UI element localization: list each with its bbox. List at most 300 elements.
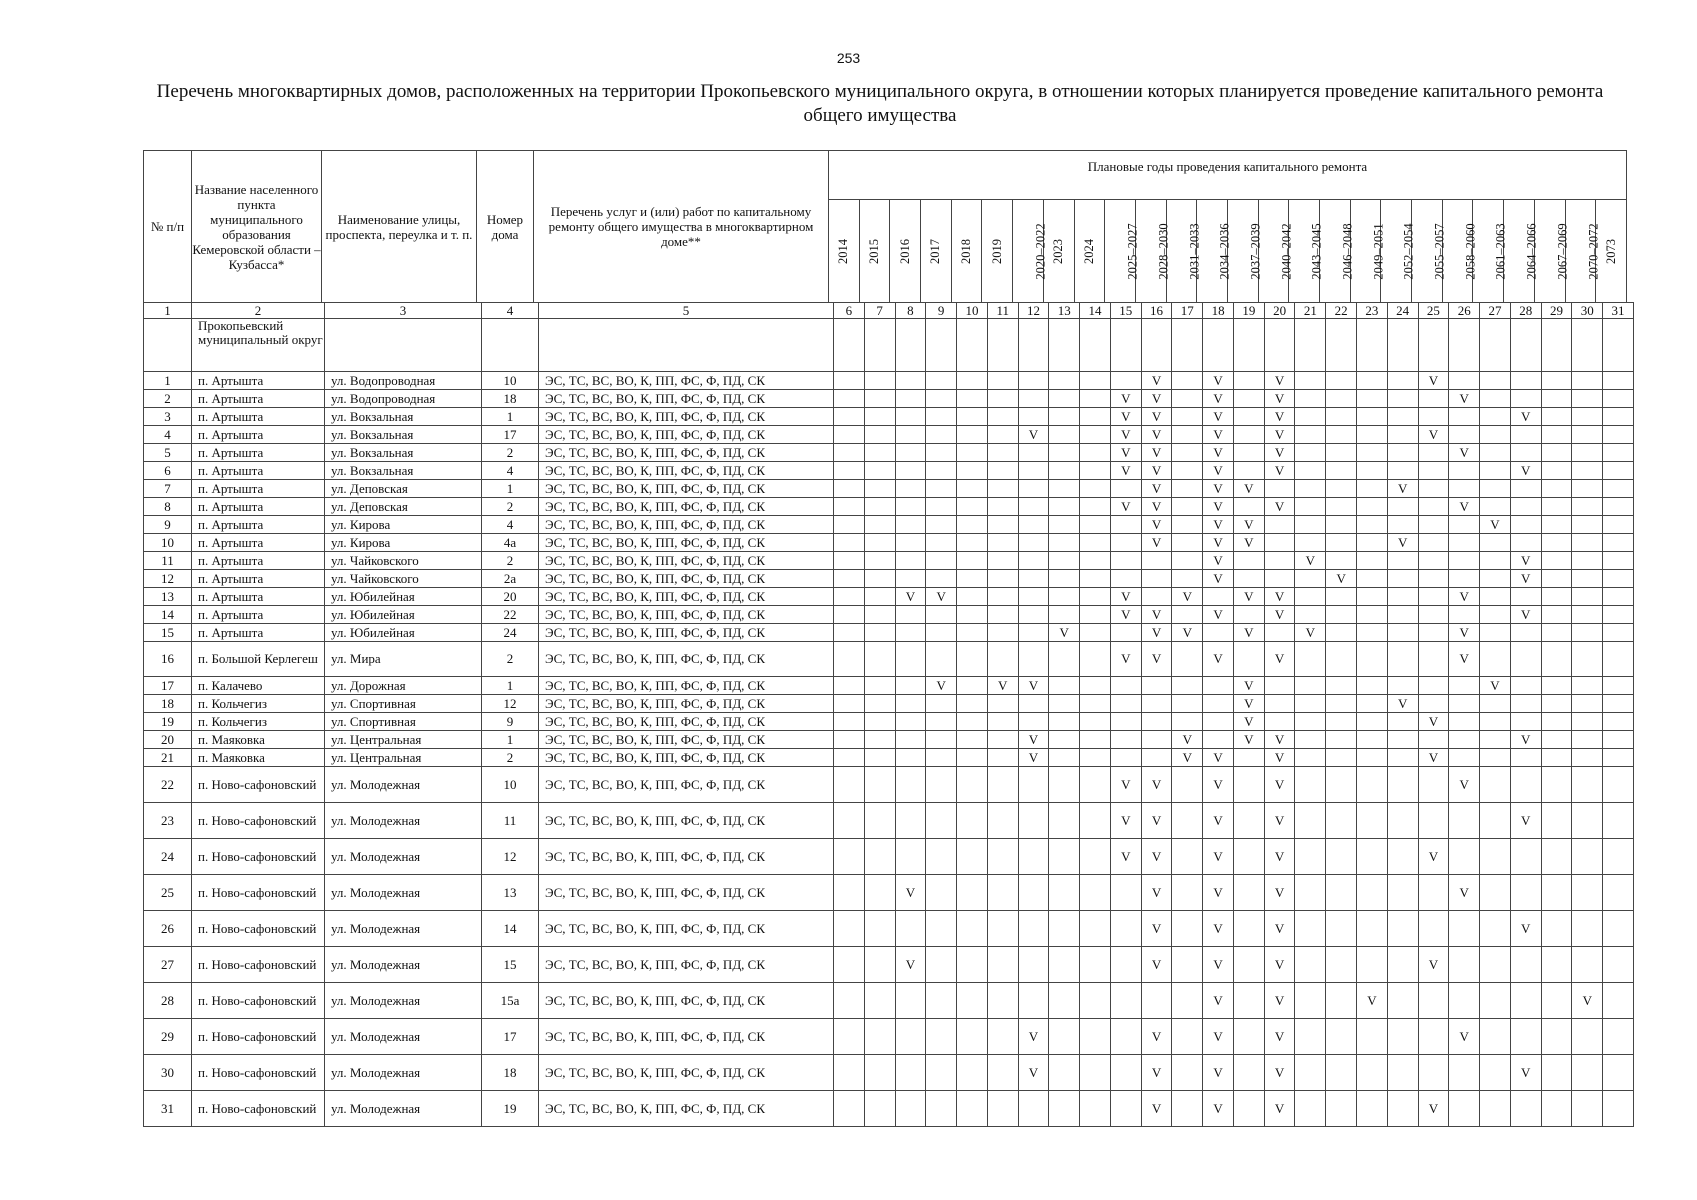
year-cell [957, 606, 988, 624]
year-cell [1172, 462, 1203, 480]
year-cell [1418, 695, 1449, 713]
year-mark: V [1203, 642, 1234, 677]
year-cell [1480, 552, 1511, 570]
street-cell: ул. Дорожная [325, 677, 482, 695]
year-cell [957, 875, 988, 911]
works-cell: ЭС, ТС, ВС, ВО, К, ПП, ФС, Ф, ПД, СК [539, 624, 834, 642]
year-mark: V [1203, 1055, 1234, 1091]
year-cell [1233, 803, 1264, 839]
year-cell [987, 731, 1018, 749]
house-number-cell: 15а [482, 983, 539, 1019]
year-mark: V [1233, 624, 1264, 642]
year-cell [1172, 372, 1203, 390]
year-cell [1233, 498, 1264, 516]
year-cell [1049, 677, 1080, 695]
house-number-cell: 12 [482, 839, 539, 875]
year-cell [1018, 390, 1049, 408]
street-cell: ул. Молодежная [325, 911, 482, 947]
year-cell [1018, 588, 1049, 606]
year-cell [1049, 462, 1080, 480]
year-cell [1387, 372, 1418, 390]
settlement-cell: п. Маяковка [192, 731, 325, 749]
year-cell [1080, 1019, 1111, 1055]
year-mark: V [1203, 408, 1234, 426]
year-cell [926, 624, 957, 642]
year-cell [834, 480, 865, 498]
year-cell [1357, 498, 1388, 516]
year-cell [1357, 803, 1388, 839]
year-cell [1080, 1091, 1111, 1127]
year-cell [834, 839, 865, 875]
works-cell: ЭС, ТС, ВС, ВО, К, ПП, ФС, Ф, ПД, СК [539, 875, 834, 911]
year-mark: V [1264, 1091, 1295, 1127]
page-number: 253 [836, 50, 861, 66]
year-cell [1018, 1091, 1049, 1127]
year-cell [1357, 875, 1388, 911]
settlement-cell: п. Кольчегиз [192, 695, 325, 713]
year-mark: V [895, 875, 926, 911]
settlement-cell: п. Артышта [192, 408, 325, 426]
house-number-cell: 4 [482, 516, 539, 534]
house-number-cell: 12 [482, 695, 539, 713]
works-cell: ЭС, ТС, ВС, ВО, К, ПП, ФС, Ф, ПД, СК [539, 372, 834, 390]
year-cell [1233, 1019, 1264, 1055]
year-cell [1418, 983, 1449, 1019]
year-cell [895, 444, 926, 462]
year-cell [1480, 570, 1511, 588]
year-cell [1233, 875, 1264, 911]
year-cell [1541, 713, 1572, 731]
year-cell [1295, 983, 1326, 1019]
works-cell: ЭС, ТС, ВС, ВО, К, ПП, ФС, Ф, ПД, СК [539, 677, 834, 695]
year-cell [1387, 426, 1418, 444]
year-cell [1357, 480, 1388, 498]
year-cell [1572, 839, 1603, 875]
street-cell: ул. Центральная [325, 749, 482, 767]
settlement-cell: п. Артышта [192, 444, 325, 462]
year-cell [895, 1019, 926, 1055]
year-cell [1572, 552, 1603, 570]
year-cell [1326, 1019, 1357, 1055]
house-number-cell: 2 [482, 552, 539, 570]
header-house: Номер дома [477, 151, 534, 303]
year-cell [1110, 624, 1141, 642]
year-mark: V [1449, 767, 1480, 803]
year-cell [1541, 1091, 1572, 1127]
table-row [144, 498, 1634, 516]
year-cell [1295, 570, 1326, 588]
year-label: 2043–2045 [1309, 223, 1324, 280]
year-cell [1387, 498, 1418, 516]
year-cell [1141, 695, 1172, 713]
year-cell [1172, 875, 1203, 911]
year-mark: V [1141, 767, 1172, 803]
year-cell [987, 767, 1018, 803]
year-cell [1480, 695, 1511, 713]
settlement-cell: п. Ново-сафоновский [192, 983, 325, 1019]
year-cell [1572, 767, 1603, 803]
year-cell [864, 1019, 895, 1055]
column-number-cell: 19 [1233, 303, 1264, 319]
settlement-cell: п. Ново-сафоновский [192, 947, 325, 983]
year-mark: V [1141, 408, 1172, 426]
year-cell [1049, 875, 1080, 911]
year-cell [1203, 624, 1234, 642]
document-title: Перечень многоквартирных домов, расположенных на территории Прокопьевского муниципального округа, в отношении которых планируется проведение капитального ремонта общего имущества [156, 81, 1604, 126]
year-mark: V [1387, 695, 1418, 713]
year-cell [1172, 444, 1203, 462]
year-cell [926, 642, 957, 677]
year-cell [1295, 390, 1326, 408]
year-cell [1480, 480, 1511, 498]
year-cell [1449, 1091, 1480, 1127]
street-cell: ул. Центральная [325, 731, 482, 749]
year-cell [1572, 390, 1603, 408]
year-header-cell [1074, 200, 1105, 303]
year-mark: V [1203, 390, 1234, 408]
year-cell [957, 534, 988, 552]
year-mark: V [1326, 570, 1357, 588]
year-cell [1541, 480, 1572, 498]
house-number-cell: 17 [482, 426, 539, 444]
year-cell [1418, 1019, 1449, 1055]
year-cell [1326, 911, 1357, 947]
year-cell [1572, 713, 1603, 731]
year-cell [1603, 731, 1634, 749]
year-cell [1080, 372, 1111, 390]
year-header-cell [859, 200, 890, 303]
year-cell [926, 390, 957, 408]
column-number-cell: 4 [482, 303, 539, 319]
year-cell [864, 390, 895, 408]
year-cell [1449, 713, 1480, 731]
year-header-cell [1013, 200, 1048, 303]
row-number: 13 [144, 588, 192, 606]
year-cell [1049, 713, 1080, 731]
year-cell [926, 516, 957, 534]
year-cell [1541, 642, 1572, 677]
year-cell [1233, 1055, 1264, 1091]
year-label: 2023 [1051, 239, 1066, 264]
table-row [144, 624, 1634, 642]
year-cell [1387, 839, 1418, 875]
year-mark: V [1233, 695, 1264, 713]
header-settlement: Название населенного пункта муниципального образования Кемеровской области – Кузбасса* [192, 151, 322, 303]
year-cell [1418, 911, 1449, 947]
year-cell [834, 498, 865, 516]
year-cell [1049, 642, 1080, 677]
year-cell [1018, 983, 1049, 1019]
year-cell [926, 444, 957, 462]
year-cell [1018, 911, 1049, 947]
year-cell [1418, 498, 1449, 516]
year-cell [1603, 803, 1634, 839]
year-mark: V [1264, 731, 1295, 749]
year-cell [1018, 875, 1049, 911]
year-cell [1418, 767, 1449, 803]
year-cell [864, 695, 895, 713]
year-cell [926, 1055, 957, 1091]
table-row [144, 642, 1634, 677]
year-cell [1541, 426, 1572, 444]
year-cell [987, 947, 1018, 983]
table-row [144, 911, 1634, 947]
year-cell [1603, 516, 1634, 534]
year-cell [1541, 516, 1572, 534]
street-cell: ул. Молодежная [325, 767, 482, 803]
year-cell [1080, 749, 1111, 767]
year-cell [1603, 372, 1634, 390]
table-row [144, 803, 1634, 839]
column-number-cell: 24 [1387, 303, 1418, 319]
year-cell [895, 1091, 926, 1127]
year-mark: V [1203, 947, 1234, 983]
year-cell [1110, 983, 1141, 1019]
year-cell [834, 749, 865, 767]
year-cell [864, 713, 895, 731]
empty-cell [144, 319, 192, 372]
row-number: 5 [144, 444, 192, 462]
year-cell [1264, 570, 1295, 588]
year-cell [1357, 731, 1388, 749]
year-cell [1603, 570, 1634, 588]
empty-cell [1480, 319, 1511, 372]
year-cell [864, 534, 895, 552]
year-cell [1233, 390, 1264, 408]
year-cell [926, 1019, 957, 1055]
column-number-cell: 28 [1510, 303, 1541, 319]
year-cell [895, 498, 926, 516]
year-mark: V [1264, 390, 1295, 408]
year-mark: V [1141, 875, 1172, 911]
year-mark: V [1141, 534, 1172, 552]
year-cell [1326, 983, 1357, 1019]
year-cell [1018, 444, 1049, 462]
house-number-cell: 4а [482, 534, 539, 552]
year-cell [1541, 624, 1572, 642]
year-cell [1449, 803, 1480, 839]
year-cell [987, 372, 1018, 390]
year-cell [1603, 480, 1634, 498]
year-cell [1295, 875, 1326, 911]
year-cell [1110, 534, 1141, 552]
year-cell [957, 426, 988, 444]
year-cell [926, 911, 957, 947]
year-mark: V [1110, 767, 1141, 803]
year-cell [1480, 749, 1511, 767]
street-cell: ул. Юбилейная [325, 588, 482, 606]
works-cell: ЭС, ТС, ВС, ВО, К, ПП, ФС, Ф, ПД, СК [539, 839, 834, 875]
year-cell [1541, 839, 1572, 875]
empty-cell [1141, 319, 1172, 372]
year-mark: V [1418, 1091, 1449, 1127]
year-cell [834, 1019, 865, 1055]
year-cell [1449, 695, 1480, 713]
year-mark: V [895, 588, 926, 606]
row-number: 30 [144, 1055, 192, 1091]
year-cell [1572, 570, 1603, 588]
settlement-cell: п. Артышта [192, 372, 325, 390]
year-cell [957, 749, 988, 767]
works-cell: ЭС, ТС, ВС, ВО, К, ПП, ФС, Ф, ПД, СК [539, 1019, 834, 1055]
year-cell [1603, 767, 1634, 803]
works-cell: ЭС, ТС, ВС, ВО, К, ПП, ФС, Ф, ПД, СК [539, 552, 834, 570]
year-mark: V [1203, 606, 1234, 624]
year-cell [1295, 642, 1326, 677]
year-cell [1080, 606, 1111, 624]
empty-cell [1603, 319, 1634, 372]
year-cell [957, 713, 988, 731]
year-cell [1018, 516, 1049, 534]
year-cell [1480, 947, 1511, 983]
row-number: 3 [144, 408, 192, 426]
year-cell [1572, 803, 1603, 839]
year-cell [1603, 911, 1634, 947]
year-cell [1387, 749, 1418, 767]
year-cell [926, 606, 957, 624]
year-cell [864, 1055, 895, 1091]
year-cell [864, 552, 895, 570]
year-cell [957, 642, 988, 677]
year-mark: V [1418, 426, 1449, 444]
works-cell: ЭС, ТС, ВС, ВО, К, ПП, ФС, Ф, ПД, СК [539, 462, 834, 480]
year-cell [1510, 444, 1541, 462]
row-number: 21 [144, 749, 192, 767]
year-cell [1080, 408, 1111, 426]
table-row [144, 947, 1634, 983]
works-cell: ЭС, ТС, ВС, ВО, К, ПП, ФС, Ф, ПД, СК [539, 606, 834, 624]
year-cell [1449, 911, 1480, 947]
works-cell: ЭС, ТС, ВС, ВО, К, ПП, ФС, Ф, ПД, СК [539, 803, 834, 839]
year-cell [1049, 947, 1080, 983]
year-label: 2046–2048 [1340, 223, 1355, 280]
year-cell [1357, 606, 1388, 624]
house-number-cell: 1 [482, 731, 539, 749]
year-cell [1603, 642, 1634, 677]
year-cell [1418, 677, 1449, 695]
year-cell [1357, 839, 1388, 875]
works-cell: ЭС, ТС, ВС, ВО, К, ПП, ФС, Ф, ПД, СК [539, 408, 834, 426]
year-cell [1326, 462, 1357, 480]
year-cell [1233, 444, 1264, 462]
year-cell [1295, 408, 1326, 426]
year-cell [1480, 731, 1511, 749]
year-cell [834, 803, 865, 839]
year-cell [1326, 677, 1357, 695]
settlement-cell: п. Артышта [192, 606, 325, 624]
year-cell [1172, 911, 1203, 947]
year-cell [957, 839, 988, 875]
year-cell [1357, 642, 1388, 677]
year-cell [1295, 444, 1326, 462]
year-mark: V [1264, 983, 1295, 1019]
year-cell [895, 426, 926, 444]
works-cell: ЭС, ТС, ВС, ВО, К, ПП, ФС, Ф, ПД, СК [539, 1055, 834, 1091]
column-number-cell: 7 [864, 303, 895, 319]
year-cell [834, 911, 865, 947]
year-cell [1172, 552, 1203, 570]
year-cell [1480, 444, 1511, 462]
empty-cell [1572, 319, 1603, 372]
year-cell [1295, 606, 1326, 624]
year-mark: V [1264, 911, 1295, 947]
year-cell [1326, 372, 1357, 390]
year-cell [1541, 552, 1572, 570]
year-mark: V [1172, 588, 1203, 606]
table-row [144, 875, 1634, 911]
year-cell [1480, 426, 1511, 444]
year-cell [1541, 462, 1572, 480]
year-cell [987, 624, 1018, 642]
year-cell [957, 462, 988, 480]
year-cell [1572, 749, 1603, 767]
year-cell [1449, 462, 1480, 480]
year-cell [1572, 1091, 1603, 1127]
year-cell [1141, 552, 1172, 570]
column-number-cell: 23 [1357, 303, 1388, 319]
year-cell [864, 947, 895, 983]
year-cell [1357, 516, 1388, 534]
year-mark: V [1172, 624, 1203, 642]
row-number: 20 [144, 731, 192, 749]
year-cell [1603, 426, 1634, 444]
year-cell [987, 426, 1018, 444]
year-cell [864, 462, 895, 480]
empty-cell [1049, 319, 1080, 372]
settlement-cell: п. Артышта [192, 498, 325, 516]
year-cell [1018, 534, 1049, 552]
year-cell [1172, 390, 1203, 408]
year-cell [895, 408, 926, 426]
year-cell [987, 803, 1018, 839]
year-cell [1541, 767, 1572, 803]
works-cell: ЭС, ТС, ВС, ВО, К, ПП, ФС, Ф, ПД, СК [539, 516, 834, 534]
house-number-cell: 17 [482, 1019, 539, 1055]
year-cell [1233, 372, 1264, 390]
year-cell [1172, 695, 1203, 713]
year-cell [1357, 624, 1388, 642]
works-cell: ЭС, ТС, ВС, ВО, К, ПП, ФС, Ф, ПД, СК [539, 713, 834, 731]
settlement-cell: п. Артышта [192, 462, 325, 480]
year-cell [1018, 606, 1049, 624]
year-mark: V [1110, 390, 1141, 408]
header-street: Наименование улицы, проспекта, переулка и т. п. [322, 151, 477, 303]
empty-cell [1110, 319, 1141, 372]
year-cell [1326, 498, 1357, 516]
year-cell [1018, 713, 1049, 731]
year-cell [1449, 408, 1480, 426]
column-number-cell: 29 [1541, 303, 1572, 319]
year-cell [1049, 588, 1080, 606]
column-number-cell: 13 [1049, 303, 1080, 319]
works-cell: ЭС, ТС, ВС, ВО, К, ПП, ФС, Ф, ПД, СК [539, 498, 834, 516]
year-cell [1018, 767, 1049, 803]
year-mark: V [1203, 839, 1234, 875]
year-cell [1049, 839, 1080, 875]
year-cell [1172, 947, 1203, 983]
year-cell [1172, 713, 1203, 731]
year-cell [1603, 498, 1634, 516]
house-number-cell: 10 [482, 767, 539, 803]
year-mark: V [1264, 444, 1295, 462]
year-mark: V [895, 947, 926, 983]
table-row [144, 588, 1634, 606]
year-cell [1541, 588, 1572, 606]
year-mark: V [1510, 731, 1541, 749]
works-cell: ЭС, ТС, ВС, ВО, К, ПП, ФС, Ф, ПД, СК [539, 426, 834, 444]
year-cell [1049, 534, 1080, 552]
year-cell [1110, 947, 1141, 983]
